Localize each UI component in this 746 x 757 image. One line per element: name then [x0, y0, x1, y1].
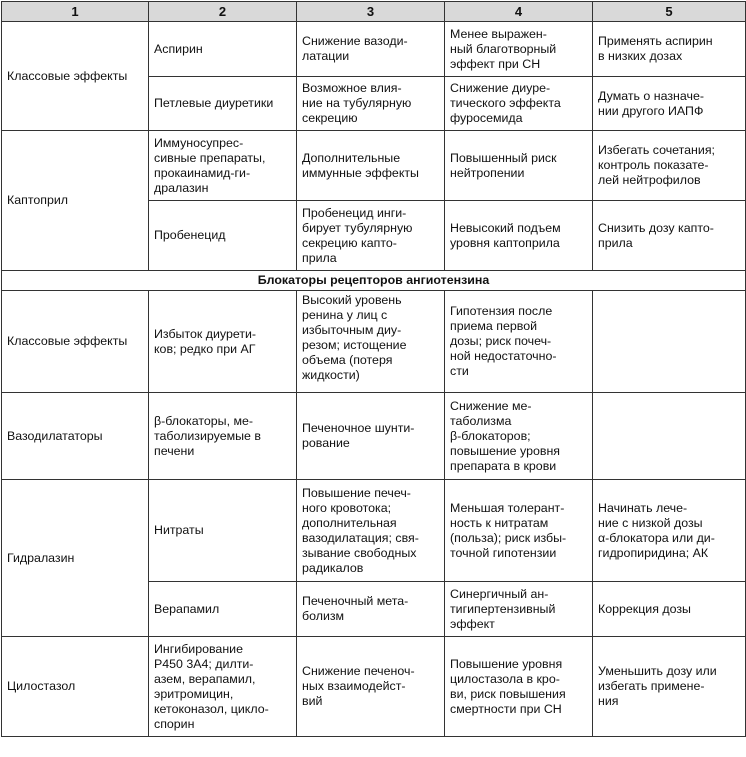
table-cell: Начинать лече- ние с низкой дозы α-блокатора или ди- гидропиридина; АК [593, 480, 746, 582]
table-row [2, 131, 746, 201]
table-cell [593, 393, 746, 480]
header-row [2, 2, 746, 22]
table-cell: Нитраты [149, 480, 297, 582]
table-cell: β-блокаторы, ме- таболизируемые в печени [149, 393, 297, 480]
table-cell: Ингибирование P450 3A4; дилти- азем, верапамил, эритромицин, кетоконазол, цикло- спорин [149, 637, 297, 737]
table-cell: Снижение вазоди- латации [297, 22, 445, 77]
table-cell: Дополнительные иммунные эффекты [297, 131, 445, 201]
table-cell: Снизить дозу капто- прила [593, 201, 746, 271]
table-cell: Пробенецид [149, 201, 297, 271]
table-cell: Пробенецид инги- бирует тубулярную секрецию капто- прила [297, 201, 445, 271]
table-cell: Думать о назначе- нии другого ИАПФ [593, 77, 746, 131]
table-row [2, 637, 746, 737]
row-label: Цилостазол [2, 637, 149, 737]
table-cell: Иммуносупрес- сивные препараты, прокаинамид-ги- дралазин [149, 131, 297, 201]
table-cell: Менее выражен- ный благотворный эффект при СН [445, 22, 593, 77]
table-cell: Возможное влия- ние на тубулярную секрецию [297, 77, 445, 131]
table-row [2, 393, 746, 480]
table-cell: Меньшая толерант- ность к нитратам (польза); риск избы- точной гипотензии [445, 480, 593, 582]
header-col-3: 3 [297, 2, 445, 22]
table-cell: Коррекция дозы [593, 582, 746, 637]
table-cell: Применять аспирин в низких дозах [593, 22, 746, 77]
header-col-1: 1 [2, 2, 149, 22]
table-cell: Повышенный риск нейтропении [445, 131, 593, 201]
section-row [2, 271, 746, 291]
header-col-4: 4 [445, 2, 593, 22]
table-cell: Синергичный ан- тигипертензивный эффект [445, 582, 593, 637]
table-row [2, 291, 746, 393]
table-row [2, 22, 746, 77]
table-row [2, 480, 746, 582]
row-label: Вазодилататоры [2, 393, 149, 480]
table-cell: Аспирин [149, 22, 297, 77]
table-cell: Избыток диурети- ков; редко при АГ [149, 291, 297, 393]
header-col-2: 2 [149, 2, 297, 22]
section-title: Блокаторы рецепторов ангиотензина [2, 271, 746, 291]
row-label: Гидралазин [2, 480, 149, 637]
table-cell: Снижение печеноч- ных взаимодейст- вий [297, 637, 445, 737]
table-cell: Верапамил [149, 582, 297, 637]
table-cell: Уменьшить дозу или избегать примене- ния [593, 637, 746, 737]
table-cell: Гипотензия после приема первой дозы; риск почеч- ной недостаточно- сти [445, 291, 593, 393]
header-col-5: 5 [593, 2, 746, 22]
table-cell: Петлевые диуретики [149, 77, 297, 131]
row-label: Классовые эффекты [2, 22, 149, 131]
table-cell: Печеночное шунти- рование [297, 393, 445, 480]
table-cell [593, 291, 746, 393]
table-cell: Печеночный мета- болизм [297, 582, 445, 637]
table-cell: Избегать сочетания; контроль показате- лей нейтрофилов [593, 131, 746, 201]
table-cell: Снижение диуре- тического эффекта фуросемида [445, 77, 593, 131]
table-cell: Высокий уровень ренина у лиц с избыточным диу- резом; истощение объема (потеря жидкости) [297, 291, 445, 393]
table-cell: Повышение уровня цилостазола в кро- ви, риск повышения смертности при СН [445, 637, 593, 737]
table-cell: Невысокий подъем уровня каптоприла [445, 201, 593, 271]
interaction-table [1, 1, 746, 737]
table-cell: Снижение ме- таболизма β-блокаторов; повышение уровня препарата в крови [445, 393, 593, 480]
table-cell: Повышение печеч- ного кровотока; дополнительная вазодилатация; свя- зывание свободных радикалов [297, 480, 445, 582]
row-label: Каптоприл [2, 131, 149, 271]
row-label: Классовые эффекты [2, 291, 149, 393]
